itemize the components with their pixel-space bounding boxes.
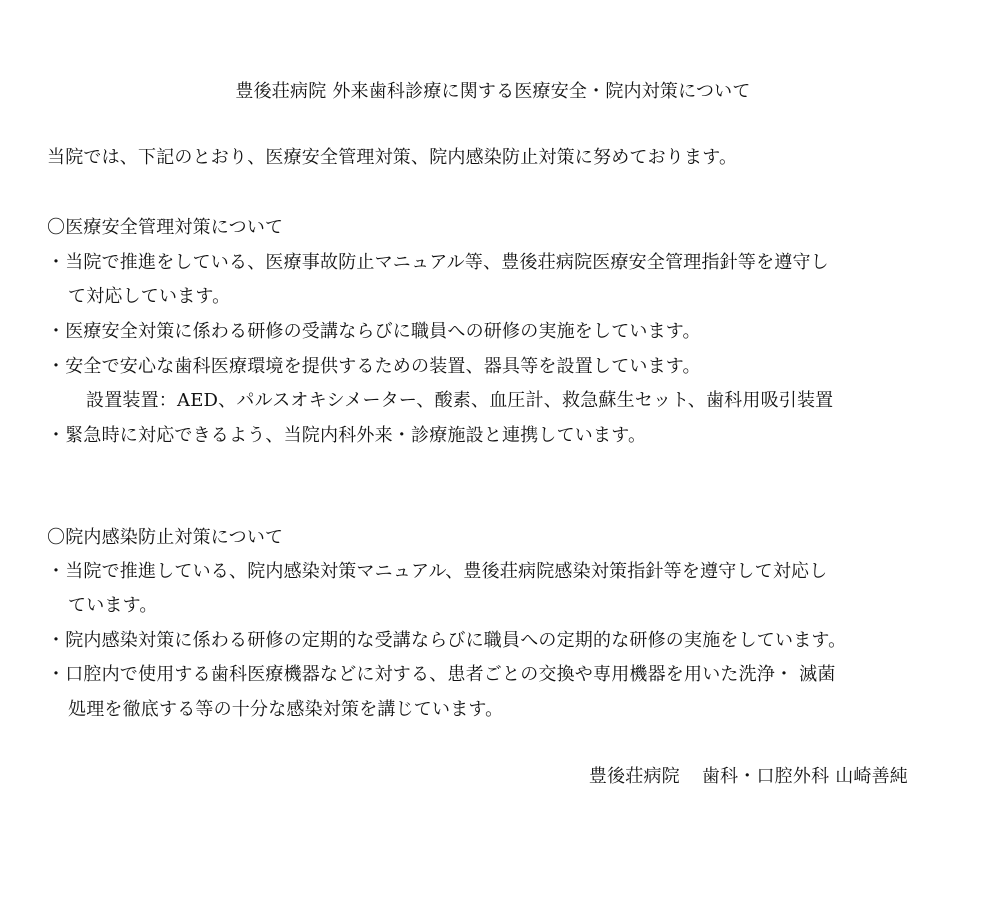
safety-bullet-1-continuation: て対応しています。 (68, 286, 231, 307)
safety-bullet-4: ・緊急時に対応できるよう、当院内科外来・診療施設と連携しています。 (47, 425, 647, 446)
safety-bullet-3: ・安全で安心な歯科医療環境を提供するための装置、器具等を設置しています。 (47, 356, 701, 377)
safety-bullet-2: ・医療安全対策に係わる研修の受講ならびに職員への研修の実施をしています。 (47, 321, 701, 342)
safety-bullet-1: ・当院で推進をしている、医療事故防止マニュアル等、豊後荘病院医療安全管理指針等を遵守し (47, 252, 829, 273)
infection-bullet-1-continuation: ています。 (68, 595, 158, 616)
signature-department-name: 歯科・口腔外科 山崎善純 (701, 766, 908, 787)
infection-section-heading: 〇院内感染防止対策について (47, 527, 284, 548)
infection-bullet-3-continuation: 処理を徹底する等の十分な感染対策を講じています。 (68, 699, 504, 720)
infection-bullet-1: ・当院で推進している、院内感染対策マニュアル、豊後荘病院感染対策指針等を遵守して対応し (47, 561, 828, 582)
equipment-list: 設置装置：AED、パルスオキシメーター、酸素、血圧計、救急蘇生セット、歯科用吸引装置 (86, 390, 834, 411)
safety-section-heading: 〇医療安全管理対策について (47, 217, 284, 238)
infection-bullet-3: ・口腔内で使用する歯科医療機器などに対する、患者ごとの交換や専用機器を用いた洗浄・ 滅菌 (47, 664, 836, 685)
document-title: 豊後荘病院 外来歯科診療に関する医療安全・院内対策について (235, 81, 751, 102)
signature (589, 765, 908, 789)
signature-hospital: 豊後荘病院 (588, 766, 680, 787)
infection-bullet-2: ・院内感染対策に係わる研修の定期的な受講ならびに職員への定期的な研修の実施をしています。 (47, 630, 847, 651)
intro-paragraph: 当院では、下記のとおり、医療安全管理対策、院内感染防止対策に努めております。 (47, 147, 738, 168)
